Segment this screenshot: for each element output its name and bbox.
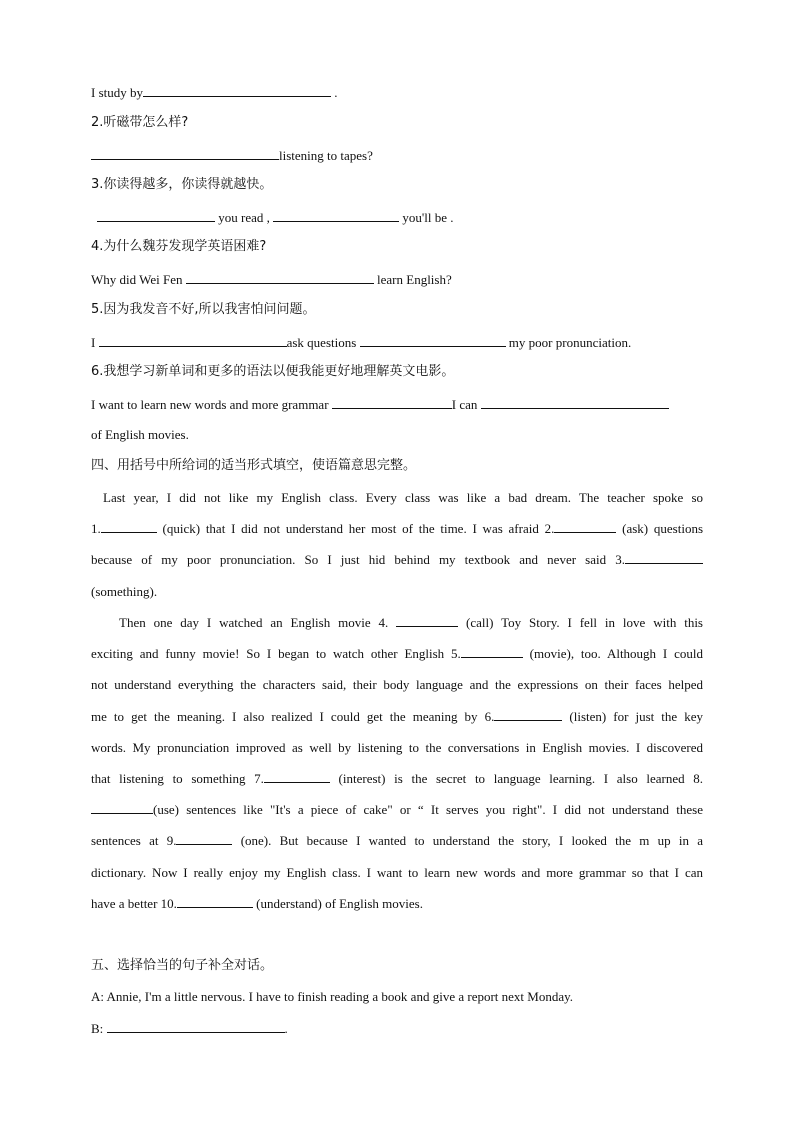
p2-text: (understand) of English movies. [252,895,423,911]
q6-prompt: 6.我想学习新单词和更多的语法以便我能更好地理解英文电影。 [91,364,455,379]
q5-blank-1[interactable] [99,334,287,347]
q5-blank-2[interactable] [360,334,506,347]
p2-text: have a better 10. [91,895,177,911]
q2-prompt: 2.听磁带怎么样? [91,115,189,130]
p2-text: that listening to something 7. [91,770,264,786]
section4-title: 四、用括号中所给词的适当形式填空，使语篇意思完整。 [91,458,417,473]
p1-row-2 [91,513,703,544]
p1-text: because of my poor pronunciation. So I just hid behind my textbook and never said 3. [91,552,625,568]
q3-blank-2[interactable] [273,209,399,222]
p2-row-4 [91,701,703,732]
blank-8[interactable] [91,801,153,814]
p2-row-7 [91,794,703,825]
q5-line [91,334,631,351]
q2-suffix: listening to tapes? [279,148,373,163]
p2-row-6 [91,763,703,794]
section4-paragraph-2 [91,607,703,919]
q5-suffix: my poor pronunciation. [508,335,632,350]
p2-row-5: words. My pronunciation improved as well by listening to the conversations in English movies. I discovered [91,739,703,755]
blank-3[interactable] [625,551,703,564]
dialogue-b-prefix: B: [91,1021,104,1036]
p2-row-3: not understand everything the characters said, their body language and the expressions on their faces helped [91,677,703,693]
blank-9[interactable] [176,832,232,845]
p2-text: me to get the meaning. I also realized I could get the meaning by 6. [91,708,495,724]
p2-text: (interest) is the secret to language learning. I also learned 8. [329,770,703,786]
q6-blank-2[interactable] [481,396,669,409]
p1-text: (quick) that I did not understand her most of the time. I was afraid 2. [156,521,555,537]
blank-1[interactable] [101,520,157,533]
blank-7[interactable] [264,770,330,783]
q5-prefix: I [91,335,96,350]
q5-mid: ask questions [286,335,357,350]
p2-text: (movie), too. Although I could [522,646,704,662]
dialogue-a: A: Annie, I'm a little nervous. I have to finish reading a book and give a report next Monday. [91,989,574,1004]
q2-blank[interactable] [91,147,279,160]
p2-row-8 [91,825,703,856]
p1-text: (ask) questions [616,521,703,537]
q6-prefix: I want to learn new words and more grammar [91,397,329,412]
p2-row-10 [91,888,703,919]
p2-text: (call) Toy Story. I fell in love with this [458,615,703,630]
p2-text: (use) sentences like "It's a piece of cake" or “ It serves you right". I did not understand these [153,802,703,818]
q6-mid: I can [451,397,478,412]
p2-row-1 [91,607,703,638]
q3-line [97,209,453,226]
q1-prefix: I study by [91,85,143,100]
q4-prefix: Why did Wei Fen [91,272,183,287]
p2-row-2 [91,638,703,669]
blank-6[interactable] [494,708,562,721]
blank-10[interactable] [177,895,253,908]
q4-line [91,271,452,288]
q1-blank[interactable] [143,84,331,97]
q3-prompt: 3.你读得越多，你读得就越快。 [91,177,273,192]
q6-line-2: of English movies. [91,427,189,442]
blank-4[interactable] [396,614,458,627]
p2-text: Then one day I watched an English movie 4. [119,615,397,630]
q6-line [91,396,669,413]
q4-prompt: 4.为什么魏芬发现学英语困难? [91,239,267,254]
q3-mid: you read , [218,210,270,225]
dialogue-b [91,1020,288,1037]
p1-row-1: Last year, I did not like my English class. Every class was like a bad dream. The teacher spoke so [103,490,703,505]
section4-paragraph-1 [91,482,703,607]
q3-blank-1[interactable] [97,209,215,222]
p1-text: 1. [91,521,101,537]
q4-blank[interactable] [186,271,374,284]
p2-text: exciting and funny movie! So I began to watch other English 5. [91,646,461,662]
p2-text: (listen) for just the key [562,708,703,724]
p2-text: sentences at 9. [91,833,177,849]
p2-row-9: dictionary. Now I really enjoy my English class. I want to learn new words and more grammar so that I can [91,864,703,880]
p2-text: (one). But because I wanted to understand the story, I looked the m up in a [232,833,703,849]
q3-suffix: you'll be . [402,210,454,225]
p1-row-3 [91,544,703,575]
blank-5[interactable] [461,645,523,658]
dialogue-b-suffix: . [284,1021,288,1036]
blank-2[interactable] [554,520,616,533]
q5-prompt: 5.因为我发音不好,所以我害怕问问题。 [91,302,316,317]
q6-blank-1[interactable] [332,396,452,409]
dialogue-b-blank[interactable] [107,1020,285,1033]
q4-suffix: learn English? [377,272,452,287]
p1-row-4: (something). [91,583,158,599]
q1-suffix: . [334,85,338,100]
q2-line [91,147,373,164]
q1-line [91,84,338,101]
section5-title: 五、选择恰当的句子补全对话。 [91,958,274,973]
